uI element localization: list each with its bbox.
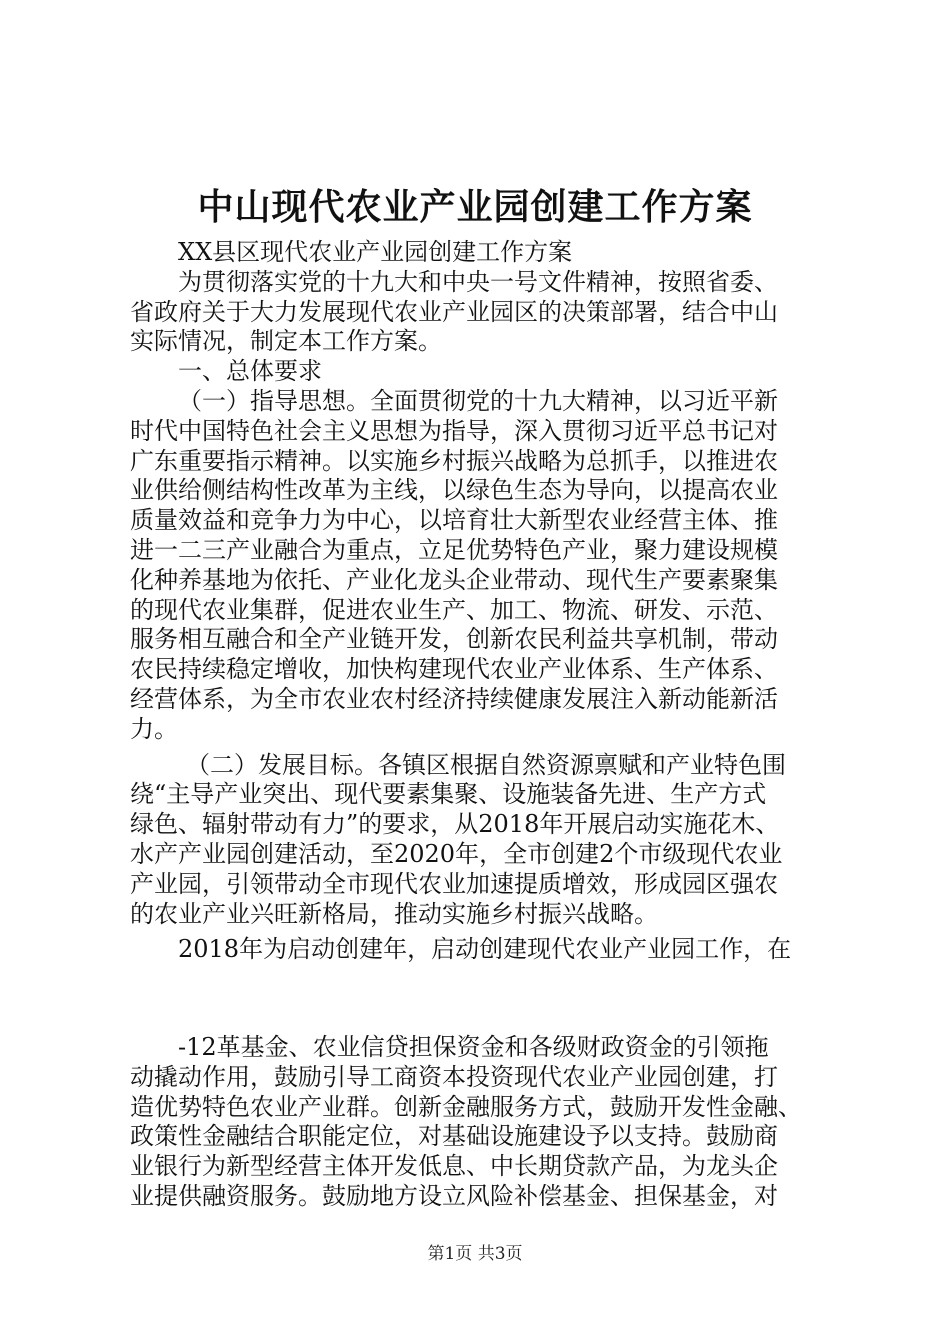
body-line: 的现代农业集群，促进农业生产、加工、物流、研发、示范、 (130, 595, 778, 624)
body-line: -12革基金、农业信贷担保资金和各级财政资金的引领拖 (178, 1033, 769, 1061)
body-line: 进一二三产业融合为重点，立足优势特色产业，聚力建设规模 (130, 535, 778, 564)
body-line: 造优势特色农业产业群。创新金融服务方式，鼓励开发性金融、 (130, 1092, 802, 1121)
document-body-section-two (130, 1033, 830, 1212)
body-line: 产业园，引领带动全市现代农业加速提质增效，形成园区强农 (130, 869, 778, 898)
body-line: 绿色、辐射带动有力”的要求，从2018年开展启动实施花木、 (130, 810, 780, 839)
body-line: 经营体系，为全市农业农村经济持续健康发展注入新动能新活 (130, 684, 778, 713)
body-line: 服务相互融合和全产业链开发，创新农民利益共享机制，带动 (130, 625, 778, 654)
body-line: 政策性金融结合职能定位，对基础设施建设予以支持。鼓励商 (130, 1122, 778, 1151)
body-line: 质量效益和竞争力为中心，以培育壮大新型农业经营主体、推 (130, 506, 778, 535)
body-line: 业供给侧结构性改革为主线，以绿色生态为导向，以提高农业 (130, 476, 778, 505)
body-line: 业银行为新型经营主体开发低息、中长期贷款产品，为龙头企 (130, 1152, 778, 1181)
body-line: XX县区现代农业产业园创建工作方案 (178, 238, 573, 266)
document-title: 中山现代农业产业园创建工作方案 (197, 187, 753, 228)
body-line: 广东重要指示精神。以实施乡村振兴战略为总抓手，以推进农 (130, 446, 778, 475)
page-footer: 第1页 共3页 (427, 1244, 523, 1264)
body-line: 水产产业园创建活动，至2020年，全市创建2个市级现代农业 (130, 839, 783, 868)
body-line: 力。 (130, 714, 178, 743)
body-line: （一）指导思想。全面贯彻党的十九大精神，以习近平新 (178, 386, 778, 415)
body-line: 化种养基地为依托、产业化龙头企业带动、现代生产要素聚集 (130, 565, 778, 594)
body-line: 省政府关于大力发展现代农业产业园区的决策部署，结合中山 (130, 297, 778, 326)
body-line: 业提供融资服务。鼓励地方设立风险补偿基金、担保基金，对 (130, 1181, 778, 1210)
body-line: 绕“主导产业突出、现代要素集聚、设施装备先进、生产方式 (130, 780, 767, 809)
body-line: 的农业产业兴旺新格局，推动实施乡村振兴战略。 (130, 899, 658, 928)
section-heading: 一、总体要求 (178, 357, 322, 386)
body-line: （二）发展目标。各镇区根据自然资源禀赋和产业特色围 (186, 750, 786, 779)
body-line: 实际情况，制定本工作方案。 (130, 327, 442, 356)
body-line: 动撬动作用，鼓励引导工商资本投资现代农业产业园创建，打 (130, 1062, 778, 1091)
body-line: 为贯彻落实党的十九大和中央一号文件精神，按照省委、 (178, 267, 778, 296)
document-body-section-one (130, 238, 830, 965)
body-line: 时代中国特色社会主义思想为指导，深入贯彻习近平总书记对 (130, 416, 778, 445)
body-line: 2018年为启动创建年，启动创建现代农业产业园工作，在 (178, 935, 792, 964)
body-line: 农民持续稳定增收，加快构建现代农业产业体系、生产体系、 (130, 655, 778, 684)
